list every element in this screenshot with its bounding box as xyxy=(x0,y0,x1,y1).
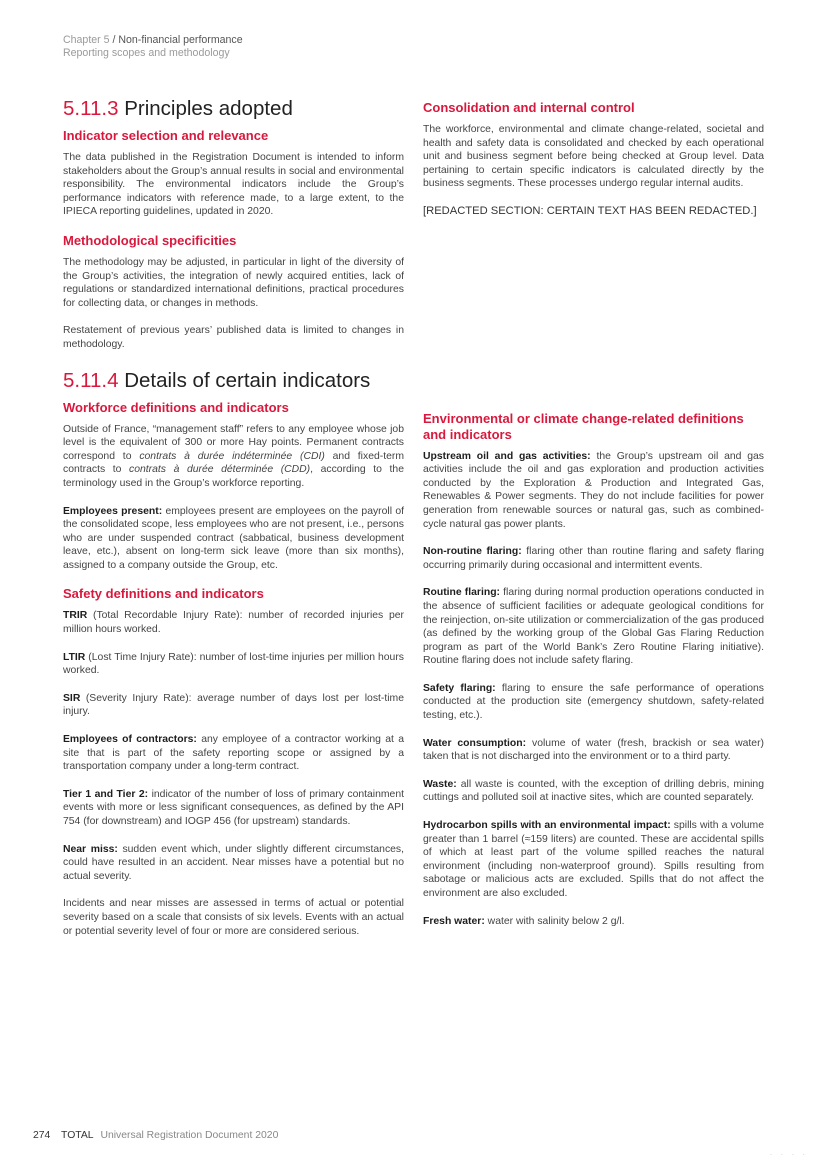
section-number: 5.11.4 xyxy=(63,368,119,392)
definition-term: SIR xyxy=(63,692,81,704)
definition-term: Waste: xyxy=(423,778,457,790)
section-title: Principles adopted xyxy=(124,97,293,120)
definition-term: TRIR xyxy=(63,610,88,622)
definition-text: employees present are employees on the payroll of the consolidated scope, less employees who are not present, i.e., persons who are under suspended contract (sabbatical, business development leave, etc.), absent on long-term sick leave (more than six months), assigned to a company outside the Group, etc. xyxy=(63,505,405,571)
chapter-title: Non-financial performance xyxy=(118,34,243,46)
definition-tier xyxy=(63,788,404,829)
heading-consolidation: Consolidation and internal control xyxy=(423,100,635,115)
definition-near-miss xyxy=(63,843,404,884)
definition-contractors xyxy=(63,733,404,774)
heading-methodological-specificities: Methodological specificities xyxy=(63,232,237,248)
paragraph-methodology: The methodology may be adjusted, in particular in light of the diversity of the Group’s activities, the integration of newly acquired entities, lack of regulations or standardized international definitions, practical procedures for collecting data, or changes in methods. xyxy=(63,256,404,309)
text-run: Outside of France, “management staff” refers to any employee whose job level is the equivalent of 300 or more Hay points. Permanent contracts correspond to xyxy=(63,423,404,462)
spacer xyxy=(423,233,764,411)
definition-term: Near miss: xyxy=(63,843,118,855)
definition-text: (Severity Injury Rate): average number of days lost per lost-time injury. xyxy=(63,692,404,718)
breadcrumb-separator: / xyxy=(109,34,119,46)
right-column xyxy=(423,100,764,942)
paragraph-workforce xyxy=(63,423,404,491)
term-cdi: contrats à durée indéterminée (CDI) xyxy=(139,450,325,462)
definition-text: indicator of the number of loss of primary containment events with more or less significant consequences, as defined by the API 754 (for downstream) and IOGP 456 (for upstream) standards. xyxy=(63,788,404,827)
section-subtitle: Reporting scopes and methodology xyxy=(63,47,230,59)
paragraph-incidents: Incidents and near misses are assessed in terms of actual or potential severity based on a scale that consists of six levels. Events with an actual or potential severity level of four or more are considered serious. xyxy=(63,898,404,937)
section-number: 5.11.3 xyxy=(63,97,119,120)
section-heading-details xyxy=(63,368,404,394)
term-cdd: contrats à durée déterminée (CDD) xyxy=(129,464,311,476)
text-run: , according to the terminology used in the Group’s workforce reporting. xyxy=(63,464,404,489)
definition-hydrocarbon-spills xyxy=(423,819,764,901)
definition-text: (Lost Time Injury Rate): number of lost-time injuries per million hours worked. xyxy=(63,651,404,677)
left-column xyxy=(63,96,404,952)
definition-text: flaring to ensure the safe performance of operations conducted at the production site (emergency shutdown, safety-related testing, etc.). xyxy=(423,682,764,722)
definition-text: (Total Recordable Injury Rate): number of recorded injuries per million hours worked. xyxy=(63,610,404,636)
definition-text: water with salinity below 2 g/l. xyxy=(484,915,625,927)
text-run: and fixed-term contracts to xyxy=(63,450,404,476)
definition-term: Safety flaring: xyxy=(423,682,496,694)
heading-safety-definitions: Safety definitions and indicators xyxy=(63,586,264,602)
heading-workforce-definitions: Workforce definitions and indicators xyxy=(63,399,289,415)
definition-upstream xyxy=(423,450,764,532)
definition-text: flaring during normal production operations conducted in the absence of sufficient facilities or adequate geological conditions for the reinjection, on-site utilization or commercialization of the gas produced (as defined by the working group of the Global Gas Flaring Reduction program as part of the World Bank’s Zero Routine Flaring initiative). Routine flaring does not include safety flaring. xyxy=(423,587,764,667)
decorative-dots-icon: · · · · xyxy=(769,1150,808,1159)
definition-routine-flaring xyxy=(423,586,764,668)
definition-term: Tier 1 and Tier 2: xyxy=(63,788,149,800)
paragraph-restatement: Restatement of previous years’ published data is limited to changes in methodology. xyxy=(63,325,404,350)
definition-non-routine-flaring xyxy=(423,545,764,572)
definition-text: sudden event which, under slightly different circumstances, could have resulted in an accident. Near misses have a potential but no actual severity. xyxy=(63,843,404,882)
definition-waste xyxy=(423,778,764,805)
definition-term: Hydrocarbon spills with an environmental impact: xyxy=(423,820,671,832)
chapter-label: Chapter 5 xyxy=(63,34,110,46)
definition-term: Employees present: xyxy=(63,505,163,517)
definition-term: LTIR xyxy=(63,651,86,663)
breadcrumb xyxy=(63,34,243,47)
section-heading-principles xyxy=(63,96,404,122)
paragraph-indicator-selection: The data published in the Registration Document is intended to inform stakeholders about the Group’s annual results in social and environmental responsibility. The environmental indicators include the Group’s performance indicators with reference made, to a large extent, to the IPIECA reporting guidelines, updated in 2020. xyxy=(63,152,404,218)
definition-safety-flaring xyxy=(423,682,764,723)
definition-term: Non-routine flaring: xyxy=(423,546,522,558)
definition-text: any employee of a contractor working at a site that is part of the safety reporting scope or assigned by a transportation company under a long-term contract. xyxy=(63,734,404,773)
section-title: Details of certain indicators xyxy=(124,368,371,392)
definition-term: Water consumption: xyxy=(423,737,527,749)
heading-indicator-selection: Indicator selection and relevance xyxy=(63,128,269,143)
definition-term: Routine flaring: xyxy=(423,587,501,599)
definition-text: volume of water (fresh, brackish or sea water) taken that is not discharged into the environment or to a third party. xyxy=(423,737,764,763)
definition-sir xyxy=(63,692,404,719)
definition-text: flaring other than routine flaring and safety flaring occurring primarily during occasional and intermittent events. xyxy=(423,546,765,571)
definition-fresh-water xyxy=(423,915,764,929)
page-header xyxy=(63,34,243,60)
definition-term: Upstream oil and gas activities: xyxy=(423,450,591,462)
definition-employees-present xyxy=(63,505,404,573)
definition-water-consumption xyxy=(423,737,764,764)
definition-trir xyxy=(63,609,404,636)
definition-text: the Group’s upstream oil and gas activities include the oil and gas exploration and production activities conducted by the Exploration & Production and Integrated Gas, Renewables & Power segments. They do not include facilities for power generation from renewable sources or natural gas, such as combined-cycle natural gas power plants. xyxy=(423,450,764,530)
definition-text: spills with a volume greater than 1 barrel (≈159 liters) are counted. These are accidental spills of which at least part of the volume spilled reaches the natural environment (including non-waterproof ground). Spills resulting from sabotage or malicious acts are excluded. Spills that do not affect the environment are also excluded. xyxy=(423,820,764,899)
definition-term: Employees of contractors: xyxy=(63,734,197,746)
paragraph-consolidation: The workforce, environmental and climate change-related, societal and health and safety data is consolidated and checked by each operational unit and business segment before being checked at Group level. Data pertaining to certain specific indicators is calculated directly by the business segments. These processes undergo regular internal audits. xyxy=(423,124,764,190)
brand-name: TOTAL xyxy=(61,1130,94,1141)
page-footer xyxy=(33,1130,278,1141)
definition-ltir xyxy=(63,651,404,678)
definition-term: Fresh water: xyxy=(423,915,485,927)
definition-text: all waste is counted, with the exception of drilling debris, mining cuttings and polluted soil at inactive sites, which are counted separately. xyxy=(423,778,764,804)
heading-environmental-definitions: Environmental or climate change-related definitions and indicators xyxy=(423,410,744,442)
redacted-notice: [REDACTED SECTION: CERTAIN TEXT HAS BEEN REDACTED.] xyxy=(423,204,757,217)
document-title: Universal Registration Document 2020 xyxy=(100,1130,279,1141)
page-number: 274 xyxy=(33,1130,51,1141)
